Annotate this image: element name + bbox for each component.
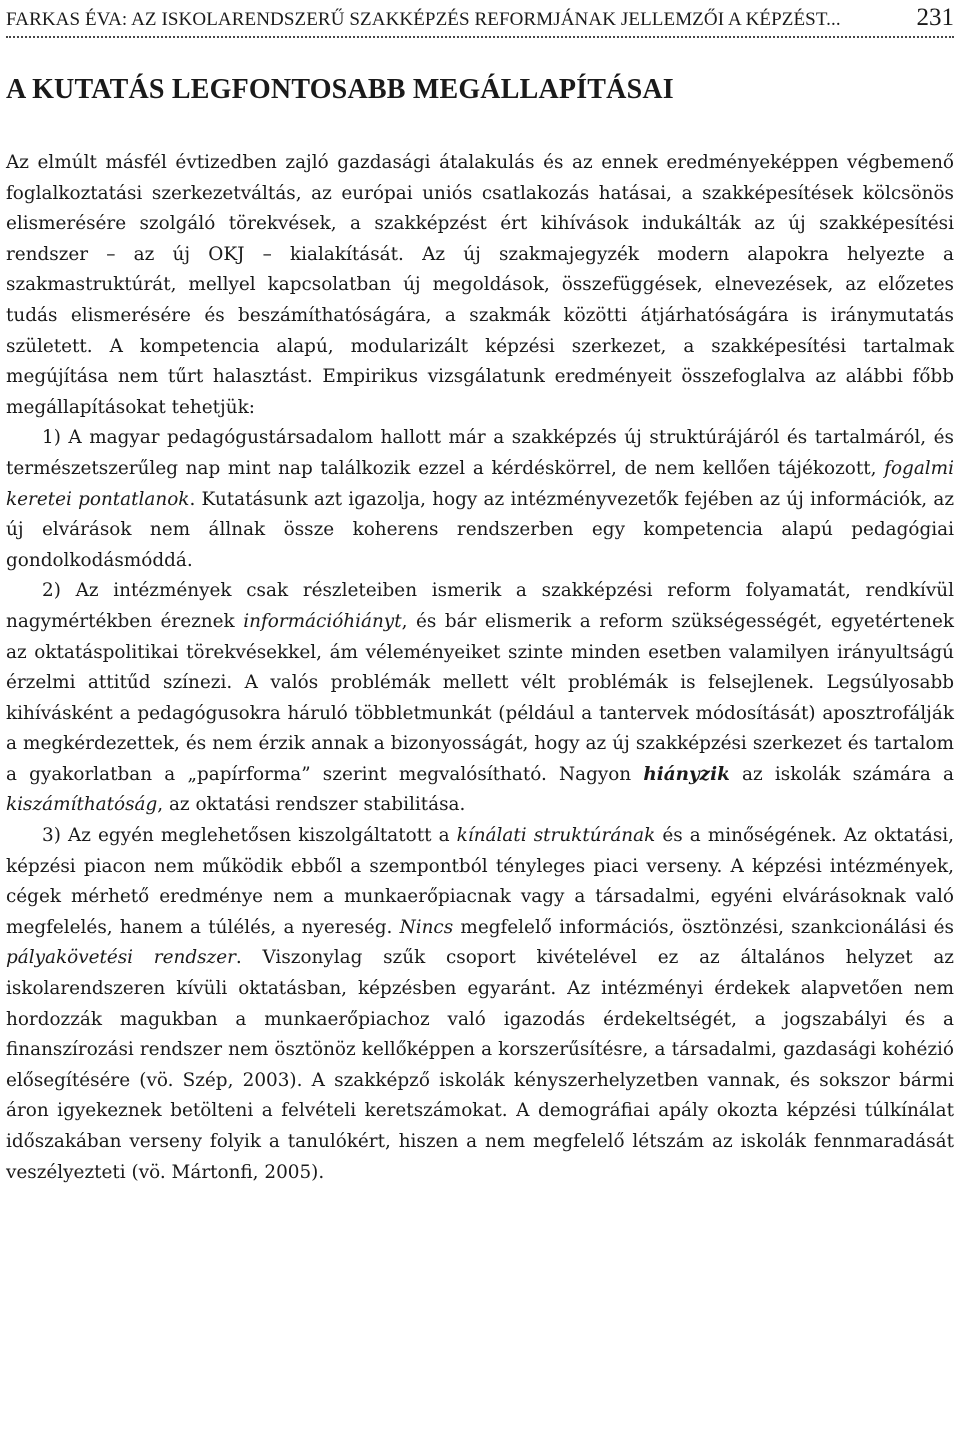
running-title: FARKAS ÉVA: AZ ISKOLARENDSZERŰ SZAKKÉPZÉS REFORMJÁNAK JELLEMZŐI A KÉPZÉST... xyxy=(6,9,841,30)
text-run: 3) Az egyén meglehetősen kiszolgáltatott a xyxy=(42,825,457,847)
text-run: , és bár elismerik a reform szükségességét, egyetértenek az oktatáspolitikai törekvésekkel, ám véleményeiket szinte minden esetben valamilyen irányultságú érzelmi attitűd színezi. A valós problémák mellett vélt problémák is felsejlenek. Legsúlyosabb kihívásként a pedagógusokra háruló többletmunkát (például a tantervek módosítását) aposztrofálják a megkérdezettek, és nem érzik annak a bizonyosságát, hogy az új szakképzési szerkezet és tartalom a gyakorlatban a „papírforma” szerint megvalósítható. Nagyon xyxy=(6,610,954,785)
paragraph-finding-3 xyxy=(6,821,954,1188)
running-header xyxy=(6,0,954,34)
paragraph-finding-2 xyxy=(6,576,954,821)
text-run: . Kutatásunk azt igazolja, hogy az intézményvezetők fejében az új információk, az új elvárások nem állnak össze koherens rendszerben egy kompetencia alapú pedagógiai gondolkodásmóddá. xyxy=(6,488,955,571)
text-run: és a minőségének. Az oktatási, képzési piacon nem működik ebből a szempontból tényleges piaci verseny. A képzési intézmények, cégek mérhető eredménye nem a munkaerőpiacnak vagy a társadalmi, egyéni elvárásoknak való megfelelés, hanem a túlélés, a nyereség. xyxy=(6,825,954,938)
text-run: , az oktatási rendszer stabilitása. xyxy=(157,794,466,816)
text-run: megfelelő információs, ösztönzési, szankcionálási és xyxy=(453,916,954,938)
emphasis-text: pályakövetési rendszer xyxy=(6,947,236,969)
paragraph-intro: Az elmúlt másfél évtizedben zajló gazdasági átalakulás és az ennek eredményeképpen végbemenő foglalkoztatási szerkezetváltás, az európai uniós csatlakozás hatásai, a szakképesítések kölcsönös elismerésére szolgáló törekvések, a szakképzést ért kihívások indukálták az új szakképesítési rendszer – az új OKJ – kialakítását. Az új szakmajegyzék modern alapokra helyezte a szakmastruktúrát, mellyel kapcsolatban új megoldások, összefüggések, elnevezések, az előzetes tudás elismerésére és beszámíthatóságára, a szakmák közötti átjárhatóságára is iránymutatás született. A kompetencia alapú, modularizált képzési szerkezet, a szakképesítési tartalmak megújítása nem tűrt halasztást. Empirikus vizsgálatunk eredményeit összefoglalva az alábbi főbb megállapításokat tehetjük: xyxy=(6,152,954,418)
emphasis-text: kiszámíthatóság xyxy=(6,794,158,816)
header-divider xyxy=(6,36,954,38)
text-run: 2) Az intézmények csak részleteiben ismerik a szakképzési reform folyamatát, rendkívül nagymértékben éreznek xyxy=(6,580,954,632)
emphasis-text: kínálati struktúrának xyxy=(456,825,656,847)
emphasis-text: Nincs xyxy=(399,916,454,938)
text-run: . Viszonylag szűk csoport kivételével ez az általános helyzet az iskolarendszeren kívüli oktatásban, képzésben egyaránt. Az intézményi érdekek alapvetően nem hordozzák magukban a munkaerőpiachoz való igazodás érdekeltségét, a jogszabályi és a finanszírozási rendszer nem ösztönöz kellőképpen a korszerűsítésre, a társadalmi, gazdasági kohézió elősegítésére (vö. Szép, 2003). A szakképző iskolák kényszerhelyzetben vannak, és sokszor bármi áron igyekeznek betölteni a felvételi keretszámokat. A demográfiai apály okozta képzési túlkínálat időszakában verseny folyik a tanulókért, hiszen a nem megfelelő létszám az iskolák fennmaradását veszélyezteti (vö. Mártonfi, 2005). xyxy=(6,947,954,1183)
paragraph-finding-1 xyxy=(6,423,954,576)
section-title: A KUTATÁS LEGFONTOSABB MEGÁLLAPÍTÁSAI xyxy=(6,74,674,105)
article-body xyxy=(6,148,954,1188)
text-run: az iskolák számára a xyxy=(729,763,955,785)
emphasis-text: fogalmi keretei pontatlanok xyxy=(6,457,954,510)
emphasis-text: információhiányt xyxy=(243,610,402,632)
page-number: 231 xyxy=(916,4,954,31)
emphasis-text: hiányzik xyxy=(643,763,730,785)
text-run: 1) A magyar pedagógustársadalom hallott már a szakképzés új struktúrájáról és tartalmáról, és természetszerűleg nap mint nap találkozik ezzel a kérdéskörrel, de nem kellően tájékozott, xyxy=(6,427,954,479)
